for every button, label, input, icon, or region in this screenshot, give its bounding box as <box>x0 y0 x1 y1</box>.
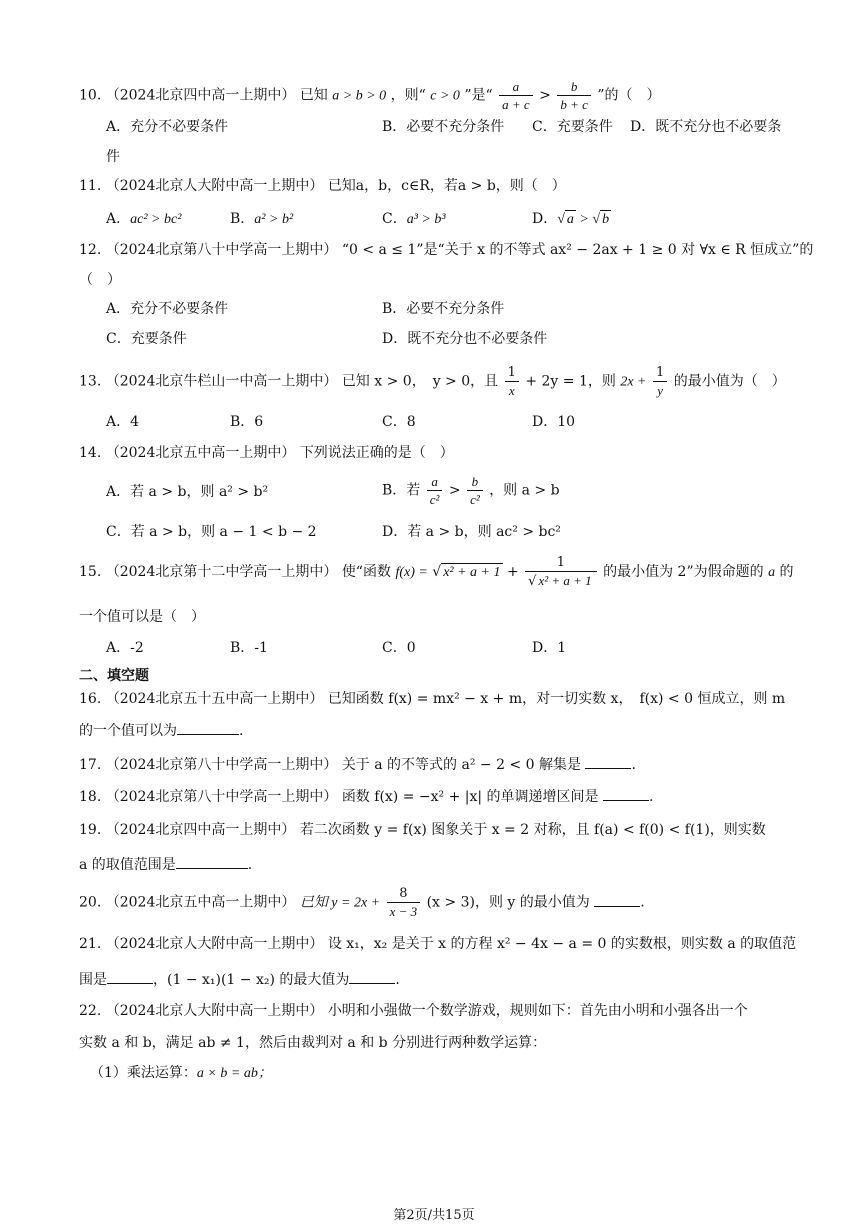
question-number: 17. <box>79 757 102 773</box>
sqrt-expression: √ a > √ b <box>557 212 610 227</box>
option-d[interactable]: D．既不充分也不必要条件 <box>382 331 548 347</box>
option-d[interactable]: D．若 a > b，则 ac² > bc² <box>382 524 561 540</box>
fraction: $\frac{b}{b + c}$ <box>557 80 591 111</box>
question-source: （2024北京四中高一上期中） <box>105 822 296 838</box>
question-number: 22. <box>79 1003 102 1019</box>
option-a[interactable]: A．-2 <box>106 640 144 656</box>
answer-blank[interactable] <box>107 971 153 984</box>
question-source: （2024北京第十二中学高一上期中） <box>105 564 338 580</box>
question-21 <box>79 937 796 951</box>
question-text: ”是“ <box>464 87 493 104</box>
question-text-wrap: 的一个值可以为 . <box>79 723 244 739</box>
fraction: $\frac{8}{x - 3}$ <box>387 887 421 918</box>
fraction: $\frac{a}{a + c}$ <box>499 80 533 111</box>
question-20: 20. （2024北京五中高一上期中） 已知 y = 2x + $\frac{8}{x - 3}$ (x > 3)，则 y 的最小值为 . <box>79 886 645 919</box>
question-text-wrap: （ ） <box>79 272 121 288</box>
page-footer: 第2页/共15页 <box>393 1208 475 1223</box>
question-text: 已知 <box>299 87 328 104</box>
sub-question-1: （1）乘法运算：a × b = ab； <box>90 1065 272 1081</box>
question-text: ”的（ ） <box>597 87 661 104</box>
option-d[interactable]: D．1 <box>532 640 567 656</box>
question-text-wrap: 实数 a 和 b，满足 ab ≠ 1，然后由裁判对 a 和 b 分别进行两种数学运算： <box>79 1035 547 1051</box>
answer-blank[interactable] <box>594 894 640 907</box>
question-source: （2024北京人大附中高一上期中） <box>105 936 324 952</box>
question-text: 已知a，b，c∈R，若a > b，则（ ） <box>327 178 566 194</box>
math-expression: 2x + <box>620 374 647 390</box>
answer-blank[interactable] <box>176 856 248 869</box>
question-source: （2024北京人大附中高一上期中） <box>105 178 324 194</box>
option-b[interactable]: B．必要不充分条件 <box>382 301 505 317</box>
option-c[interactable]: C．0 <box>382 640 416 656</box>
question-source: （2024北京牛栏山一中高一上期中） <box>105 373 338 390</box>
question-text-wrap: 围是 ，(1 − x₁)(1 − x₂) 的最大值为 . <box>79 972 400 988</box>
option-c[interactable]: C．充要条件 <box>532 119 613 135</box>
question-text-wrap: 一个值可以是（ ） <box>79 609 205 625</box>
question-number: 19. <box>79 822 102 838</box>
question-text: 的最小值为 2”为假命题的 <box>603 564 764 580</box>
question-15 <box>79 556 794 588</box>
question-text-wrap: a 的取值范围是 . <box>79 857 253 873</box>
math-operator: > <box>539 87 551 104</box>
question-number: 18. <box>79 789 102 805</box>
option-b[interactable]: B．若 $\frac{a}{\text{c²}}$ > $\frac{b}{\text{c²}}$ ，则 a > b <box>382 474 560 507</box>
question-text: 函数 f(x) = −x² + |x| 的单调递增区间是 <box>341 789 599 805</box>
question-number: 16. <box>79 691 102 707</box>
math-expression: f(x) = <box>395 565 428 580</box>
question-12 <box>79 243 813 257</box>
option-d[interactable]: D．10 <box>532 414 576 430</box>
sqrt-expression: √ x² + a + 1 <box>432 564 501 580</box>
math-expression: c > 0 <box>430 88 460 104</box>
option-c[interactable]: C．充要条件 <box>106 331 187 347</box>
question-source: （2024北京第八十中学高一上期中） <box>105 757 338 773</box>
question-text: 的最小值为（ ） <box>673 373 786 390</box>
question-text: 若二次函数 y = f(x) 图象关于 x = 2 对称，且 f(a) < f(0) < f(1)，则实数 <box>299 822 766 838</box>
math-expression: 已知 y = 2x + <box>299 895 381 911</box>
question-text: 已知函数 f(x) = mx² − x + m，对一切实数 x， f(x) < 0 恒成立，则 m <box>327 691 786 707</box>
question-16 <box>79 692 785 706</box>
question-number: 13. <box>79 373 102 390</box>
question-text: 小明和小强做一个数学游戏，规则如下：首先由小明和小强各出一个 <box>327 1003 748 1019</box>
option-c[interactable]: C．8 <box>382 414 416 430</box>
option-b[interactable]: B．必要不充分条件 <box>382 119 505 135</box>
question-text: 的 <box>779 564 794 580</box>
option-a[interactable]: A．充分不必要条件 <box>106 119 229 135</box>
section-heading: 二、填空题 <box>79 668 149 684</box>
question-13 <box>79 366 786 397</box>
question-17: 17. （2024北京第八十中学高一上期中） 关于 a 的不等式的 a² − 2 < 0 解集是 . <box>79 757 636 773</box>
math-variable: a <box>768 565 776 580</box>
option-d-wrap: 件 <box>106 149 120 165</box>
question-text: 下列说法正确的是（ ） <box>299 445 454 461</box>
option-a[interactable]: A．ac² > bc² <box>106 211 182 227</box>
question-number: 14. <box>79 445 102 461</box>
question-source: （2024北京五十五中高一上期中） <box>105 691 324 707</box>
question-18: 18. （2024北京第八十中学高一上期中） 函数 f(x) = −x² + |x| 的单调递增区间是 . <box>79 789 654 805</box>
question-source: （2024北京五中高一上期中） <box>105 894 296 911</box>
question-number: 20. <box>79 894 102 911</box>
question-14 <box>79 446 454 460</box>
math-expression: a > b > 0 <box>332 88 387 104</box>
question-number: 21. <box>79 936 102 952</box>
fraction: $\frac{1}{x}$ <box>505 366 519 397</box>
question-source: （2024北京五中高一上期中） <box>105 445 296 461</box>
fraction: $\frac{a}{\text{c²}}$ <box>427 475 443 506</box>
option-d[interactable]: D．既不充分也不必要条 <box>630 119 782 135</box>
option-a[interactable]: A．4 <box>106 414 140 430</box>
option-b[interactable]: B．a² > b² <box>230 211 294 227</box>
question-text: 设 x₁，x₂ 是关于 x 的方程 x² − 4x − a = 0 的实数根，则实数 a 的取值范 <box>327 936 797 952</box>
answer-blank[interactable] <box>177 722 239 735</box>
fraction: $\frac{1}{y}$ <box>653 366 667 397</box>
question-text: ，则“ <box>390 87 426 104</box>
answer-blank[interactable] <box>349 971 395 984</box>
fraction: $\frac{1}{\text{√ x² + a + 1}}$ <box>525 556 597 588</box>
question-number: 11. <box>79 178 102 194</box>
question-text: 已知 x > 0， y > 0，且 <box>341 373 499 390</box>
question-number: 10. <box>79 87 102 104</box>
fraction: $\frac{b}{\text{c²}}$ <box>467 475 483 506</box>
question-text: + 2y = 1，则 <box>525 373 616 390</box>
option-a[interactable]: A．若 a > b，则 a² > b² <box>106 484 269 500</box>
option-a[interactable]: A．充分不必要条件 <box>106 301 229 317</box>
question-10 <box>79 80 661 111</box>
answer-blank[interactable] <box>585 756 631 769</box>
question-text: (x > 3)，则 y 的最小值为 <box>426 894 590 911</box>
question-text: 使“函数 <box>341 564 391 580</box>
question-source: （2024北京第八十中学高一上期中） <box>105 789 338 805</box>
math-operator: + <box>506 564 519 580</box>
question-source: （2024北京人大附中高一上期中） <box>105 1003 324 1019</box>
question-source: （2024北京第八十中学高一上期中） <box>105 242 338 258</box>
option-c[interactable]: C．a³ > b³ <box>382 211 446 227</box>
question-11 <box>79 179 566 193</box>
question-text: “0 < a ≤ 1”是“关于 x 的不等式 ax² − 2ax + 1 ≥ 0 对 ∀x ∈ R 恒成立”的 <box>341 242 814 258</box>
option-d[interactable]: D．√ a > √ b <box>532 211 610 227</box>
question-22 <box>79 1004 748 1018</box>
option-c[interactable]: C．若 a > b，则 a − 1 < b − 2 <box>106 524 317 540</box>
option-b[interactable]: B．-1 <box>230 640 268 656</box>
question-19 <box>79 823 766 837</box>
question-source: （2024北京四中高一上期中） <box>105 87 296 104</box>
answer-blank[interactable] <box>603 788 649 801</box>
question-text: 关于 a 的不等式的 a² − 2 < 0 解集是 <box>341 757 581 773</box>
option-b[interactable]: B．6 <box>230 414 264 430</box>
question-number: 12. <box>79 242 102 258</box>
question-number: 15. <box>79 564 102 580</box>
